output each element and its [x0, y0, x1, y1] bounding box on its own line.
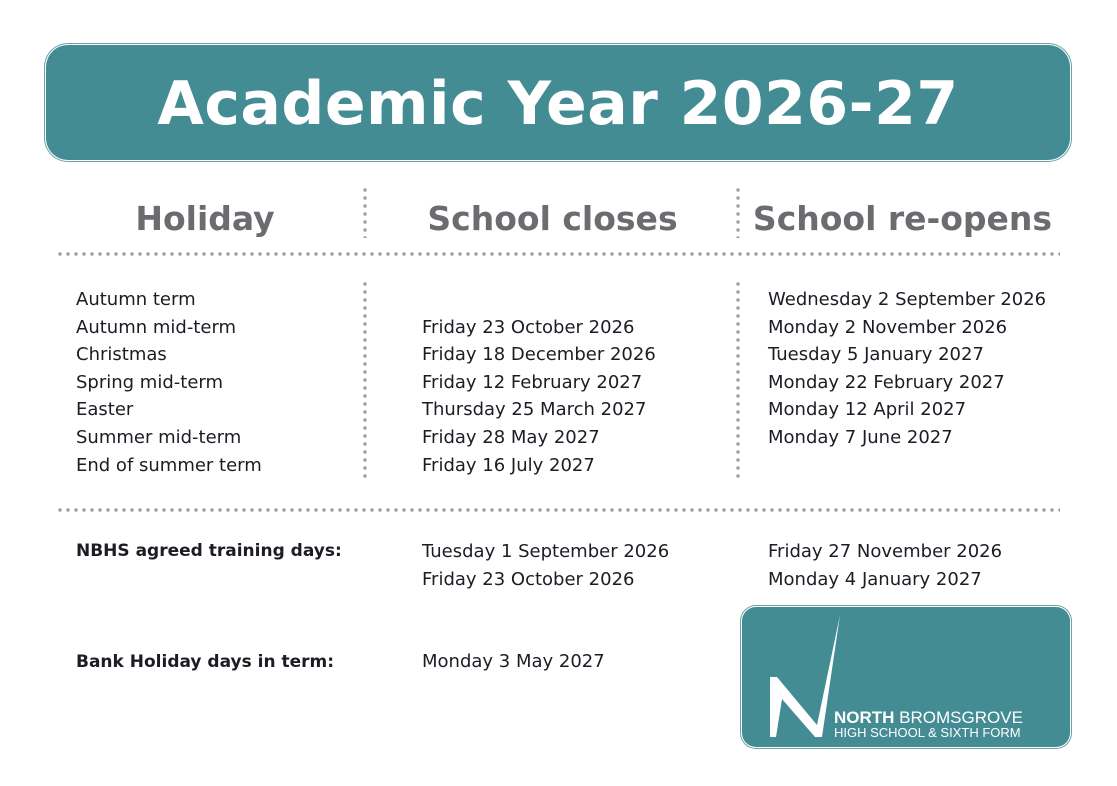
header-rule [56, 252, 1060, 256]
reopens-list [768, 286, 1046, 452]
closes-date [422, 286, 656, 314]
logo-line1 [834, 709, 1023, 726]
title-banner [46, 45, 1070, 160]
training-date: Tuesday 1 September 2026 [422, 541, 670, 562]
closes-date: Friday 18 December 2026 [422, 344, 656, 366]
holiday-name: Christmas [76, 344, 167, 366]
reopens-date: Wednesday 2 September 2026 [768, 289, 1047, 310]
reopens-date: Monday 7 June 2027 [768, 426, 953, 448]
body-divider-1 [363, 280, 367, 480]
reopens-date: Monday 2 November 2026 [768, 316, 1008, 338]
body-divider-2 [736, 280, 740, 480]
bank-holiday-dates [422, 648, 605, 676]
closes-date: Friday 23 October 2026 [422, 316, 635, 338]
header-divider-1 [363, 186, 367, 238]
holiday-name: Easter [76, 399, 134, 421]
training-date: Friday 27 November 2026 [768, 541, 1003, 562]
closes-date: Friday 16 July 2027 [422, 454, 595, 476]
bank-holiday-label: Bank Holiday days in term: [76, 652, 335, 672]
school-logo [742, 607, 1070, 747]
holiday-name: Autumn mid-term [76, 316, 237, 338]
logo-n-icon [742, 607, 842, 747]
training-dates-col1 [422, 538, 669, 593]
training-dates-col2 [768, 538, 1002, 593]
holiday-name: Autumn term [76, 289, 196, 310]
section-rule [56, 508, 1060, 512]
reopens-date: Monday 22 February 2027 [768, 371, 1005, 393]
closes-list [422, 286, 656, 479]
closes-date: Thursday 25 March 2027 [422, 399, 647, 421]
header-divider-2 [736, 186, 740, 238]
logo-word-bromsgrove: BROMSGROVE [894, 708, 1023, 727]
column-header-holiday: Holiday [135, 198, 275, 238]
bank-holiday-date: Monday 3 May 2027 [422, 651, 605, 672]
holiday-list [76, 286, 262, 479]
holiday-name: End of summer term [76, 454, 262, 476]
logo-word-north: NORTH [834, 708, 895, 727]
closes-date: Friday 12 February 2027 [422, 371, 643, 393]
reopens-date: Tuesday 5 January 2027 [768, 344, 984, 366]
training-days-label: NBHS agreed training days: [76, 541, 342, 561]
column-header-school-reopens: School re-opens [752, 198, 1053, 238]
training-date: Monday 4 January 2027 [768, 568, 982, 590]
training-date: Friday 23 October 2026 [422, 568, 635, 590]
page-title: Academic Year 2026-27 [157, 68, 959, 139]
holiday-name: Spring mid-term [76, 371, 224, 393]
holiday-name: Summer mid-term [76, 426, 242, 448]
closes-date: Friday 28 May 2027 [422, 426, 600, 448]
reopens-date: Monday 12 April 2027 [768, 399, 967, 421]
column-header-school-closes: School closes [427, 198, 678, 238]
logo-line2: HIGH SCHOOL & SIXTH FORM [834, 725, 1021, 740]
